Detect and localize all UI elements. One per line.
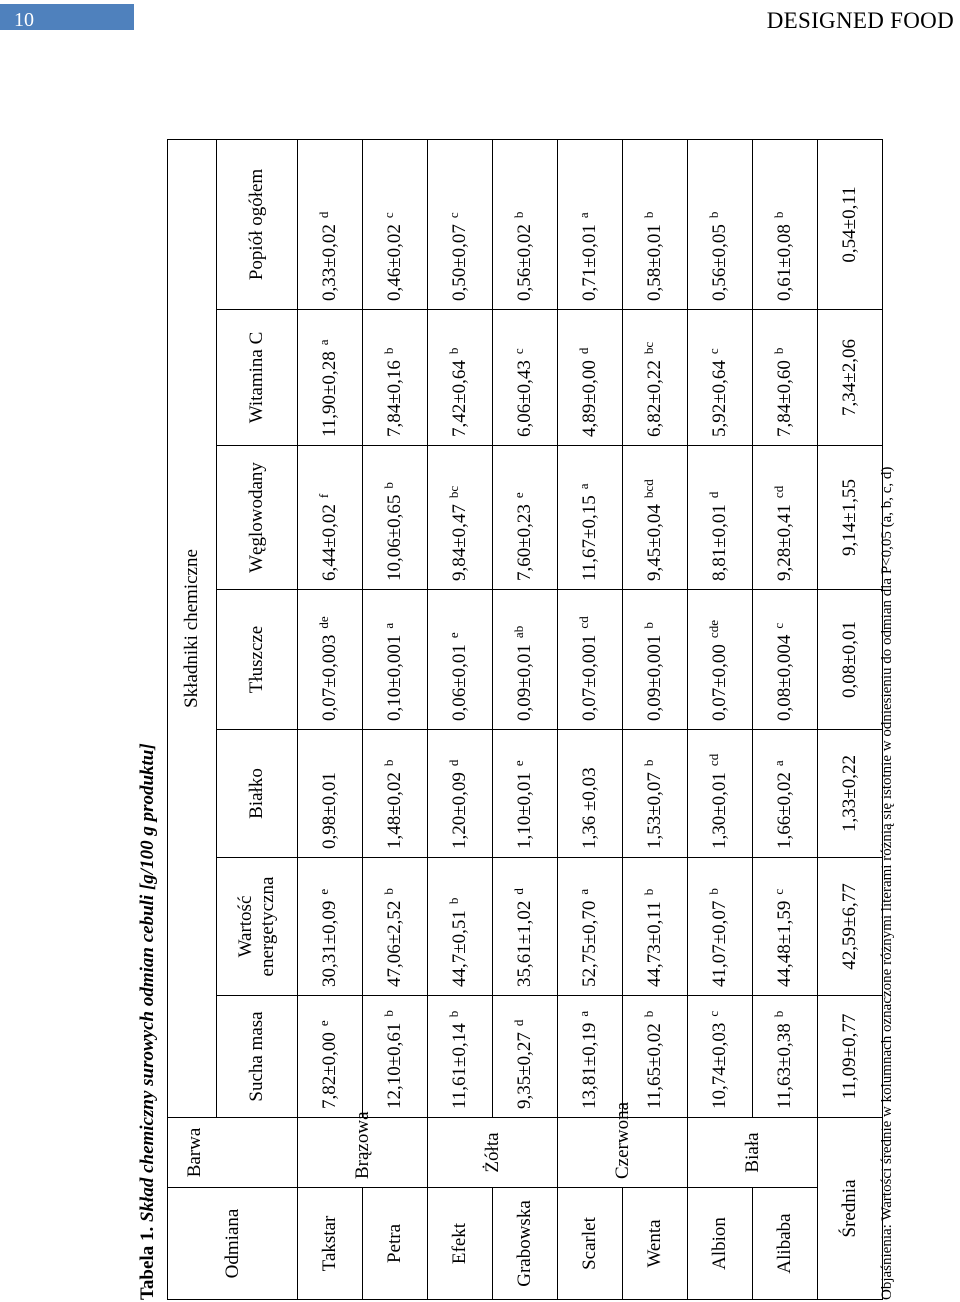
value-cell — [558, 310, 623, 446]
value-cell — [623, 858, 688, 996]
value-text: 10,74±0,03 — [709, 1022, 730, 1109]
page-number: 10 — [14, 9, 34, 31]
significance-letter: c — [770, 888, 786, 895]
value-cell — [428, 139, 493, 309]
value-text: 0,56±0,02 — [514, 224, 535, 301]
col-header: Wartość energetyczna — [217, 858, 298, 996]
value-cell — [753, 446, 818, 590]
value-text: 0,07±0,00 — [709, 644, 730, 721]
average-cell: 42,59±6,77 — [818, 858, 883, 996]
col-header: Witamina C — [217, 310, 298, 446]
significance-letter: b — [640, 622, 656, 629]
value-text: 47,06±2,52 — [384, 900, 405, 987]
value-text: 44,48±1,59 — [774, 900, 795, 987]
value-text: 11,63±0,38 — [774, 1023, 795, 1109]
value-text: 0,09±0,01 — [514, 644, 535, 721]
value-text: 35,61±1,02 — [514, 900, 535, 987]
value-text: 0,71±0,01 — [579, 224, 600, 301]
value-cell — [493, 858, 558, 996]
col-header: Sucha masa — [217, 996, 298, 1118]
significance-letter: b — [640, 759, 656, 767]
significance-letter: cd — [575, 616, 591, 629]
value-cell — [298, 310, 363, 446]
value-cell — [363, 310, 428, 446]
value-cell — [688, 858, 753, 996]
value-text: 9,35±0,27 — [514, 1032, 535, 1109]
composition-table — [167, 139, 883, 1300]
significance-letter: d — [575, 347, 591, 355]
value-text: 44,7±0,51 — [449, 910, 470, 987]
value-text: 4,89±0,00 — [579, 360, 600, 437]
significance-letter: b — [380, 888, 396, 895]
significance-letter: f — [315, 493, 331, 499]
significance-letter: b — [445, 1010, 461, 1018]
significance-letter: d — [315, 211, 331, 219]
value-cell — [298, 446, 363, 590]
value-cell — [493, 310, 558, 446]
value-cell — [298, 730, 363, 858]
significance-letter: b — [640, 211, 656, 219]
significance-letter: b — [705, 888, 721, 895]
value-text: 1,66±0,02 — [774, 772, 795, 849]
value-cell — [753, 310, 818, 446]
value-cell — [753, 730, 818, 858]
value-text: 1,53±0,07 — [644, 772, 665, 849]
significance-letter: b — [380, 759, 396, 767]
value-text: 0,58±0,01 — [644, 224, 665, 301]
average-cell: 1,33±0,22 — [818, 730, 883, 858]
value-cell — [688, 996, 753, 1118]
value-cell — [558, 858, 623, 996]
value-cell — [493, 446, 558, 590]
average-cell: 11,09±0,77 — [818, 996, 883, 1118]
significance-letter: b — [705, 211, 721, 219]
significance-letter: b — [770, 211, 786, 219]
value-text: 7,42±0,64 — [449, 360, 470, 437]
value-text: 44,73±0,11 — [644, 901, 665, 987]
value-text: 7,84±0,60 — [774, 360, 795, 437]
value-text: 7,82±0,00 — [319, 1032, 340, 1109]
col-header: Węglowodany — [217, 446, 298, 590]
significance-letter: d — [510, 1019, 526, 1027]
table-row — [688, 139, 753, 1299]
average-row — [818, 139, 883, 1299]
significance-letter: e — [315, 888, 331, 895]
significance-letter: d — [445, 759, 461, 767]
value-cell — [298, 996, 363, 1118]
significance-letter: a — [315, 339, 331, 346]
value-text: 0,46±0,02 — [384, 224, 405, 301]
significance-letter: bc — [445, 485, 461, 499]
variety-name: Petra — [363, 1188, 428, 1300]
value-cell — [363, 590, 428, 730]
value-cell — [753, 139, 818, 309]
table-note: Objaśnienia: Wartości średnie w kolumnach oznaczone różnymi literami różnią się istotnie w odniesieniu do odmian dla P<0,05 (a, b, c, d) — [879, 466, 895, 1300]
value-cell — [363, 139, 428, 309]
variety-name: Efekt — [428, 1188, 493, 1300]
value-cell — [558, 590, 623, 730]
value-cell — [688, 310, 753, 446]
value-text: 1,36 ±0,03 — [579, 767, 600, 849]
average-cell: 0,08±0,01 — [818, 590, 883, 730]
significance-letter: a — [575, 212, 591, 219]
value-text: 30,31±0,09 — [319, 900, 340, 987]
value-cell — [363, 858, 428, 996]
value-text: 11,61±0,14 — [449, 1023, 470, 1109]
significance-letter: b — [445, 897, 461, 905]
value-cell — [298, 858, 363, 996]
value-text: 0,09±0,001 — [644, 634, 665, 721]
value-cell — [493, 139, 558, 309]
caption-text: Skład chemiczny surowych odmian cebuli [g/100 g produktu] — [137, 743, 158, 1223]
variety-name: Albion — [688, 1188, 753, 1300]
value-cell — [623, 310, 688, 446]
value-cell — [428, 310, 493, 446]
average-cell: 7,34±2,06 — [818, 310, 883, 446]
value-cell — [623, 590, 688, 730]
value-cell — [558, 730, 623, 858]
value-text: 0,07±0,001 — [579, 634, 600, 721]
average-label: Średnia — [818, 1118, 883, 1300]
table-row — [428, 139, 493, 1299]
significance-letter: ab — [510, 625, 526, 639]
col-header: Tłuszcze — [217, 590, 298, 730]
significance-letter: e — [445, 632, 461, 639]
variety-name: Takstar — [298, 1188, 363, 1300]
table-wrapper — [167, 140, 877, 1300]
significance-letter: b — [770, 1010, 786, 1018]
table-caption — [137, 140, 159, 1300]
average-cell: 0,54±0,11 — [818, 139, 883, 309]
significance-letter: b — [510, 211, 526, 219]
significance-letter: e — [510, 760, 526, 767]
value-cell — [493, 590, 558, 730]
table-row — [298, 139, 363, 1299]
value-text: 11,65±0,02 — [644, 1023, 665, 1109]
significance-letter: b — [380, 347, 396, 355]
value-cell — [753, 590, 818, 730]
significance-letter: a — [770, 760, 786, 767]
value-text: 0,98±0,01 — [319, 772, 340, 849]
value-text: 0,56±0,05 — [709, 224, 730, 301]
value-text: 1,30±0,01 — [709, 772, 730, 849]
value-text: 6,06±0,43 — [514, 360, 535, 437]
journal-title: DESIGNED FOOD — [766, 8, 954, 33]
caption-lead: Tabela 1. — [137, 1226, 158, 1300]
col-header: Białko — [217, 730, 298, 858]
value-text: 11,90±0,28 — [319, 351, 340, 437]
variety-header: Odmiana — [168, 1188, 298, 1300]
significance-letter: a — [575, 1010, 591, 1017]
value-text: 9,28±0,41 — [774, 504, 795, 581]
value-cell — [558, 139, 623, 309]
value-text: 12,10±0,61 — [384, 1022, 405, 1109]
significance-letter: c — [705, 1010, 721, 1017]
value-text: 41,07±0,07 — [709, 900, 730, 987]
value-cell — [428, 446, 493, 590]
value-text: 0,10±0,001 — [384, 634, 405, 721]
value-cell — [688, 590, 753, 730]
value-cell — [623, 139, 688, 309]
value-text: 1,20±0,09 — [449, 772, 470, 849]
value-text: 0,50±0,07 — [449, 224, 470, 301]
value-text: 0,33±0,02 — [319, 224, 340, 301]
significance-letter: bcd — [640, 479, 656, 499]
value-text: 9,84±0,47 — [449, 504, 470, 581]
page-number-bar — [0, 4, 134, 30]
value-cell — [688, 139, 753, 309]
significance-letter: d — [510, 888, 526, 895]
value-text: 8,81±0,01 — [709, 504, 730, 581]
significance-letter: d — [705, 491, 721, 499]
value-cell — [558, 446, 623, 590]
value-cell — [623, 446, 688, 590]
value-text: 11,67±0,15 — [579, 495, 600, 581]
value-cell — [688, 446, 753, 590]
significance-letter: c — [510, 348, 526, 355]
color-header: Barwa — [168, 1118, 298, 1188]
significance-letter: c — [445, 212, 461, 219]
value-cell — [753, 858, 818, 996]
significance-letter: cd — [770, 485, 786, 499]
color-group: Biała — [688, 1118, 818, 1188]
variety-name: Alibaba — [753, 1188, 818, 1300]
value-cell — [363, 730, 428, 858]
significance-letter: cd — [705, 753, 721, 767]
significance-letter: a — [575, 483, 591, 490]
average-cell: 9,14±1,55 — [818, 446, 883, 590]
value-text: 9,45±0,04 — [644, 504, 665, 581]
value-cell — [428, 730, 493, 858]
significance-letter: c — [705, 348, 721, 355]
value-cell — [428, 858, 493, 996]
value-cell — [298, 139, 363, 309]
color-group: Czerwona — [558, 1118, 688, 1188]
color-group: Żółta — [428, 1118, 558, 1188]
components-header: Składniki chemiczne — [168, 139, 217, 1117]
significance-letter: b — [770, 347, 786, 355]
variety-name: Scarlet — [558, 1188, 623, 1300]
value-cell — [363, 446, 428, 590]
significance-letter: b — [640, 1010, 656, 1018]
table-row — [558, 139, 623, 1299]
value-text: 1,48±0,02 — [384, 772, 405, 849]
value-text: 5,92±0,64 — [709, 360, 730, 437]
significance-letter: e — [315, 1020, 331, 1027]
significance-letter: b — [380, 1010, 396, 1017]
value-cell — [688, 730, 753, 858]
value-cell — [623, 996, 688, 1118]
value-cell — [363, 996, 428, 1118]
value-cell — [493, 996, 558, 1118]
value-text: 0,07±0,003 — [319, 634, 340, 721]
value-text: 0,06±0,01 — [449, 644, 470, 721]
rotated-table-block — [137, 140, 897, 1300]
value-text: 0,08±0,004 — [774, 634, 795, 721]
significance-letter: b — [445, 347, 461, 355]
value-text: 7,84±0,16 — [384, 360, 405, 437]
significance-letter: a — [575, 888, 591, 895]
value-cell — [428, 590, 493, 730]
significance-letter: bc — [640, 341, 656, 355]
significance-letter: c — [380, 212, 396, 219]
value-cell — [428, 996, 493, 1118]
significance-letter: de — [315, 616, 331, 629]
significance-letter: cde — [705, 620, 721, 639]
value-cell — [623, 730, 688, 858]
value-cell — [753, 996, 818, 1118]
value-text: 0,61±0,08 — [774, 224, 795, 301]
variety-name: Wenta — [623, 1188, 688, 1300]
value-cell — [558, 996, 623, 1118]
significance-letter: e — [510, 492, 526, 499]
variety-name: Grabowska — [493, 1188, 558, 1300]
value-text: 52,75±0,70 — [579, 900, 600, 987]
value-text: 6,44±0,02 — [319, 504, 340, 581]
value-text: 7,60±0,23 — [514, 504, 535, 581]
value-text: 13,81±0,19 — [579, 1022, 600, 1109]
col-header: Popiół ogółem — [217, 139, 298, 309]
value-text: 6,82±0,22 — [644, 360, 665, 437]
table-body — [298, 139, 883, 1299]
value-cell — [298, 590, 363, 730]
significance-letter: a — [380, 622, 396, 629]
value-cell — [493, 730, 558, 858]
significance-letter: c — [770, 622, 786, 629]
color-group: Brązowa — [298, 1118, 428, 1188]
significance-letter: b — [380, 482, 396, 489]
value-text: 10,06±0,65 — [384, 494, 405, 581]
value-text: 1,10±0,01 — [514, 772, 535, 849]
significance-letter: b — [640, 888, 656, 896]
